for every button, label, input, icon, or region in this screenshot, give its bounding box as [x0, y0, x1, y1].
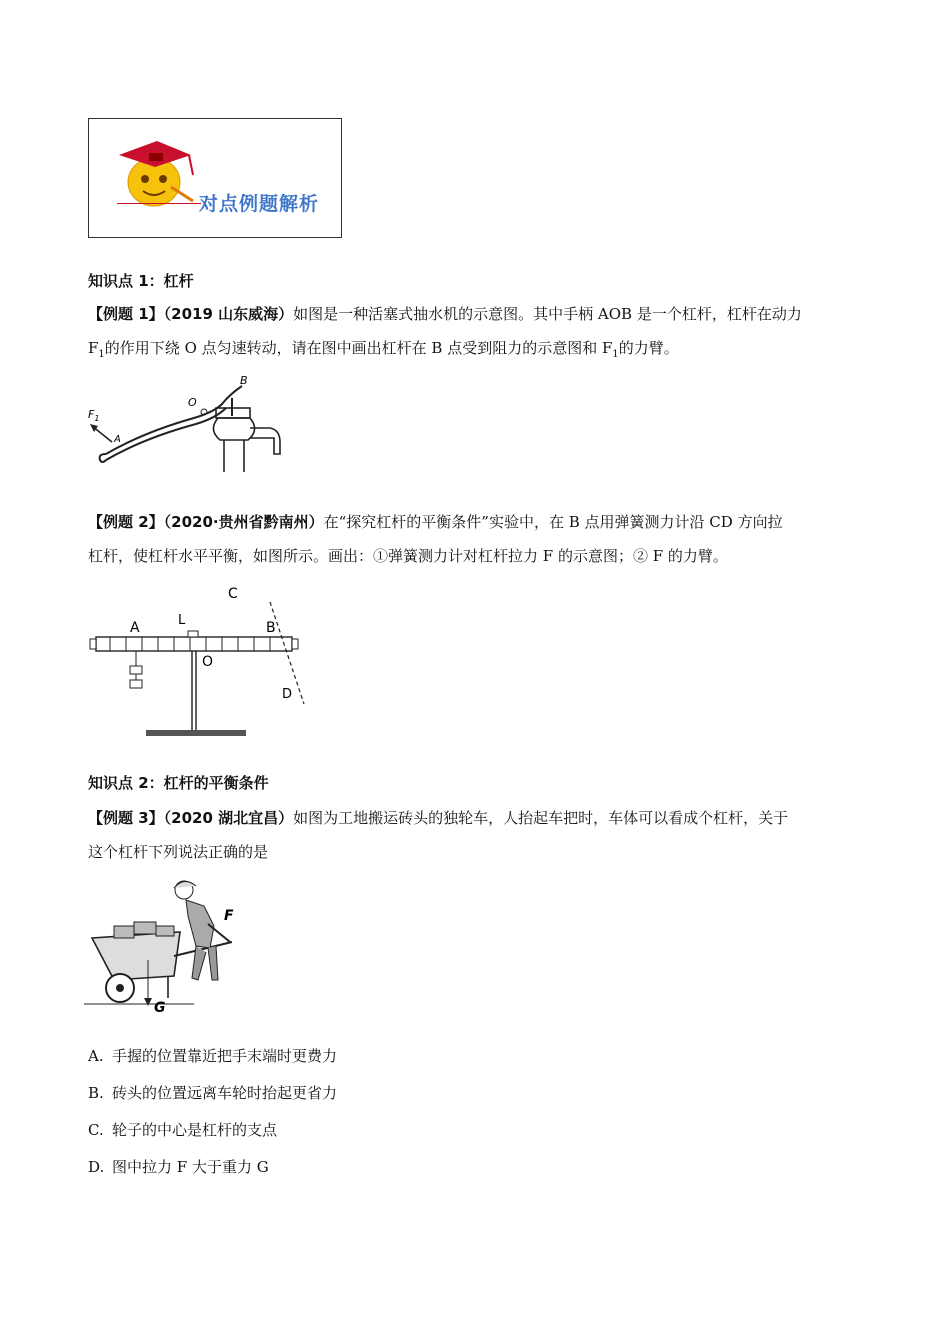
force-label: F [88, 339, 99, 357]
example-3-tag: 【例题 3】 [88, 809, 164, 827]
force-subscript: 1 [98, 349, 105, 360]
example-1-line-1 [88, 297, 868, 331]
wheelbarrow-figure [84, 876, 254, 1018]
fig1-o-label: O [188, 396, 197, 409]
fig2-c-label: C [228, 586, 238, 602]
fig1-a-label: A [114, 434, 121, 445]
lever-figure [84, 582, 314, 742]
example-1-tag: 【例题 1】 [88, 305, 164, 323]
fig2-o-label: O [202, 654, 214, 670]
example-2-source: （2020·贵州省黔南州） [163, 513, 324, 531]
example-1-line-2 [88, 331, 868, 372]
example-3-question: 如图为工地搬运砖头的独轮车，人抬起车把时，车体可以看成个杠杆，关于 [293, 809, 789, 827]
fig1-b-label: B [240, 374, 248, 387]
section-heading-1: 知识点 1：杠杆 [88, 272, 194, 290]
fig1-f1-label: $F_1$ [88, 408, 100, 423]
pump-figure [84, 372, 304, 476]
example-3-line-1 [88, 801, 868, 835]
fig2-b-label: B [266, 620, 276, 636]
section-heading-2: 知识点 2：杠杆的平衡条件 [88, 774, 269, 792]
section-banner [88, 118, 342, 238]
banner-title: 对点例题解析 [199, 193, 320, 215]
fig2-l-label: L [178, 613, 186, 628]
example-1-question: 如图是一种活塞式抽水机的示意图。其中手柄 AOB 是一个杠杆，杠杆在动力 [293, 305, 802, 323]
banner-underline [117, 203, 201, 204]
example-1-question-end: 的力臂。 [618, 339, 679, 357]
force-subscript-2: 1 [612, 349, 619, 360]
example-1-source: （2019 山东威海） [163, 305, 294, 323]
fig3-g-label: G [154, 1000, 166, 1016]
example-3-text [88, 801, 868, 869]
fig2-a-label: A [130, 620, 140, 636]
example-2-text [88, 505, 868, 573]
fig2-d-label: D [282, 687, 293, 702]
fig3-f-label: F [224, 908, 234, 924]
example-3-line-2: 这个杠杆下列说法正确的是 [88, 843, 269, 861]
example-2-line-2: 杠杆，使杠杆水平平衡，如图所示。画出：①弹簧测力计对杠杆拉力 F 的示意图；② F 的力臂。 [88, 547, 728, 565]
option-a[interactable]: A. 手握的位置靠近把手末端时更费力 [88, 1047, 338, 1065]
example-1-text [88, 297, 868, 372]
example-2-tag: 【例题 2】 [88, 513, 164, 531]
example-2-line-1 [88, 505, 868, 539]
example-1-question-cont: 的作用下绕 O 点匀速转动，请在图中画出杠杆在 B 点受到阻力的示意图和 F [104, 339, 613, 357]
example-2-question: 在“探究杠杆的平衡条件”实验中，在 B 点用弹簧测力计沿 CD 方向拉 [323, 513, 783, 531]
mascot-icon [109, 127, 209, 219]
option-b[interactable]: B. 砖头的位置远离车轮时抬起更省力 [88, 1084, 338, 1102]
option-c[interactable]: C. 轮子的中心是杠杆的支点 [88, 1121, 278, 1139]
example-3-source: （2020 湖北宜昌） [163, 809, 294, 827]
option-d[interactable]: D. 图中拉力 F 大于重力 G [88, 1158, 269, 1176]
